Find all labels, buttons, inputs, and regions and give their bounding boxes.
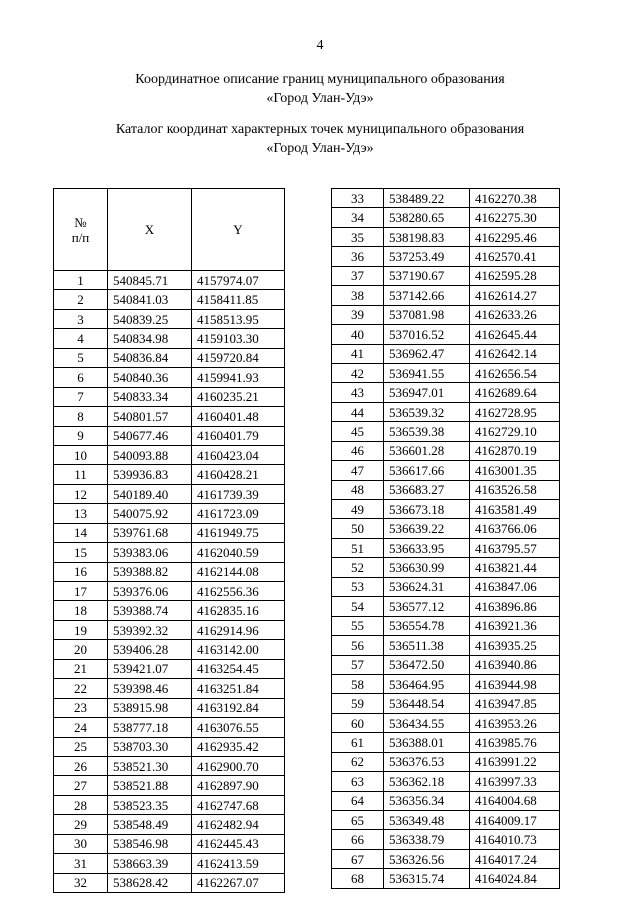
y-coordinate-cell: 4162642.14 <box>470 344 560 363</box>
table-row <box>332 519 560 538</box>
table-row <box>54 445 285 464</box>
table-row <box>54 737 285 756</box>
table-row <box>54 465 285 484</box>
table-row <box>332 227 560 246</box>
point-number-cell: 18 <box>54 601 108 620</box>
x-coordinate-cell: 536539.38 <box>384 422 470 441</box>
point-number-cell: 15 <box>54 543 108 562</box>
y-coordinate-cell: 4162835.16 <box>192 601 285 620</box>
y-coordinate-cell: 4163896.86 <box>470 597 560 616</box>
y-coordinate-cell: 4163821.44 <box>470 558 560 577</box>
table-row <box>332 344 560 363</box>
table-row <box>54 543 285 562</box>
table-row <box>54 815 285 834</box>
y-coordinate-cell: 4163254.45 <box>192 659 285 678</box>
x-coordinate-cell: 538548.49 <box>108 815 192 834</box>
y-coordinate-cell: 4159103.30 <box>192 329 285 348</box>
x-coordinate-cell: 536349.48 <box>384 811 470 830</box>
x-coordinate-cell: 540677.46 <box>108 426 192 445</box>
y-coordinate-cell: 4163076.55 <box>192 718 285 737</box>
table-row <box>54 659 285 678</box>
point-number-cell: 38 <box>332 286 384 305</box>
table-row <box>332 674 560 693</box>
table-row <box>54 620 285 639</box>
point-number-cell: 29 <box>54 815 108 834</box>
heading-line: «Город Улан-Удэ» <box>266 141 374 156</box>
point-number-cell: 12 <box>54 484 108 503</box>
y-coordinate-cell: 4162445.43 <box>192 834 285 853</box>
x-coordinate-cell: 537190.67 <box>384 266 470 285</box>
y-coordinate-cell: 4160423.04 <box>192 445 285 464</box>
x-coordinate-cell: 536315.74 <box>384 869 470 888</box>
x-coordinate-cell: 540801.57 <box>108 407 192 426</box>
y-coordinate-cell: 4161739.39 <box>192 484 285 503</box>
x-coordinate-cell: 536464.95 <box>384 674 470 693</box>
point-number-cell: 48 <box>332 480 384 499</box>
y-coordinate-cell: 4158513.95 <box>192 309 285 328</box>
x-coordinate-cell: 539936.83 <box>108 465 192 484</box>
x-coordinate-cell: 539376.06 <box>108 582 192 601</box>
y-coordinate-cell: 4163991.22 <box>470 752 560 771</box>
x-coordinate-cell: 539398.46 <box>108 679 192 698</box>
point-number-cell: 45 <box>332 422 384 441</box>
point-number-cell: 21 <box>54 659 108 678</box>
column-header-x: X <box>108 189 192 271</box>
y-coordinate-cell: 4163944.98 <box>470 674 560 693</box>
y-coordinate-cell: 4163142.00 <box>192 640 285 659</box>
table-row <box>54 698 285 717</box>
point-number-cell: 37 <box>332 266 384 285</box>
point-number-cell: 4 <box>54 329 108 348</box>
table-row <box>332 402 560 421</box>
point-number-cell: 42 <box>332 363 384 382</box>
table-row <box>332 597 560 616</box>
x-coordinate-cell: 540833.34 <box>108 387 192 406</box>
table-row <box>54 504 285 523</box>
table-row <box>54 718 285 737</box>
table-row <box>332 305 560 324</box>
y-coordinate-cell: 4157974.07 <box>192 271 285 290</box>
table-row <box>332 441 560 460</box>
y-coordinate-cell: 4162656.54 <box>470 363 560 382</box>
y-coordinate-cell: 4159941.93 <box>192 368 285 387</box>
point-number-cell: 14 <box>54 523 108 542</box>
y-coordinate-cell: 4162144.08 <box>192 562 285 581</box>
point-number-cell: 11 <box>54 465 108 484</box>
point-number-cell: 30 <box>54 834 108 853</box>
point-number-cell: 24 <box>54 718 108 737</box>
table-row <box>332 830 560 849</box>
x-coordinate-cell: 536624.31 <box>384 577 470 596</box>
table-row <box>332 500 560 519</box>
column-header-number-line: № <box>74 214 87 230</box>
point-number-cell: 35 <box>332 227 384 246</box>
column-header-number <box>54 189 108 271</box>
y-coordinate-cell: 4162295.46 <box>470 227 560 246</box>
table-row <box>54 426 285 445</box>
table-row <box>332 558 560 577</box>
point-number-cell: 55 <box>332 616 384 635</box>
y-coordinate-cell: 4162870.19 <box>470 441 560 460</box>
y-coordinate-cell: 4161949.75 <box>192 523 285 542</box>
y-coordinate-cell: 4163935.25 <box>470 636 560 655</box>
heading-line: «Город Улан-Удэ» <box>266 91 374 106</box>
table-row <box>54 756 285 775</box>
table-row <box>332 461 560 480</box>
point-number-cell: 40 <box>332 325 384 344</box>
point-number-cell: 46 <box>332 441 384 460</box>
page-number: 4 <box>316 38 324 53</box>
table-row <box>332 616 560 635</box>
table-row <box>54 582 285 601</box>
point-number-cell: 6 <box>54 368 108 387</box>
y-coordinate-cell: 4160401.48 <box>192 407 285 426</box>
y-coordinate-cell: 4162040.59 <box>192 543 285 562</box>
y-coordinate-cell: 4159720.84 <box>192 348 285 367</box>
table-row <box>54 601 285 620</box>
x-coordinate-cell: 536633.95 <box>384 538 470 557</box>
coordinates-table-left <box>53 188 285 893</box>
point-number-cell: 26 <box>54 756 108 775</box>
point-number-cell: 9 <box>54 426 108 445</box>
table-row <box>332 869 560 888</box>
x-coordinate-cell: 536376.53 <box>384 752 470 771</box>
y-coordinate-cell: 4162267.07 <box>192 873 285 892</box>
x-coordinate-cell: 539406.28 <box>108 640 192 659</box>
x-coordinate-cell: 538198.83 <box>384 227 470 246</box>
table-row <box>332 791 560 810</box>
heading-line: Координатное описание границ муниципального образования <box>135 72 505 87</box>
y-coordinate-cell: 4162729.10 <box>470 422 560 441</box>
y-coordinate-cell: 4162556.36 <box>192 582 285 601</box>
point-number-cell: 58 <box>332 674 384 693</box>
y-coordinate-cell: 4160235.21 <box>192 387 285 406</box>
table-row <box>54 873 285 892</box>
point-number-cell: 63 <box>332 772 384 791</box>
table-row <box>332 752 560 771</box>
point-number-cell: 56 <box>332 636 384 655</box>
x-coordinate-cell: 540093.88 <box>108 445 192 464</box>
table-row <box>332 189 560 208</box>
point-number-cell: 39 <box>332 305 384 324</box>
table-row <box>54 776 285 795</box>
table-row <box>54 834 285 853</box>
x-coordinate-cell: 536338.79 <box>384 830 470 849</box>
y-coordinate-cell: 4162645.44 <box>470 325 560 344</box>
x-coordinate-cell: 537253.49 <box>384 247 470 266</box>
table-row <box>54 679 285 698</box>
point-number-cell: 66 <box>332 830 384 849</box>
y-coordinate-cell: 4163526.58 <box>470 480 560 499</box>
point-number-cell: 23 <box>54 698 108 717</box>
point-number-cell: 47 <box>332 461 384 480</box>
point-number-cell: 49 <box>332 500 384 519</box>
table-row <box>332 849 560 868</box>
x-coordinate-cell: 536472.50 <box>384 655 470 674</box>
table-row <box>332 363 560 382</box>
y-coordinate-cell: 4160401.79 <box>192 426 285 445</box>
point-number-cell: 8 <box>54 407 108 426</box>
y-coordinate-cell: 4163953.26 <box>470 713 560 732</box>
table-row <box>332 694 560 713</box>
x-coordinate-cell: 539388.74 <box>108 601 192 620</box>
x-coordinate-cell: 536539.32 <box>384 402 470 421</box>
table-row <box>332 636 560 655</box>
x-coordinate-cell: 540189.40 <box>108 484 192 503</box>
x-coordinate-cell: 539421.07 <box>108 659 192 678</box>
x-coordinate-cell: 537081.98 <box>384 305 470 324</box>
point-number-cell: 33 <box>332 189 384 208</box>
point-number-cell: 65 <box>332 811 384 830</box>
y-coordinate-cell: 4162614.27 <box>470 286 560 305</box>
y-coordinate-cell: 4162747.68 <box>192 795 285 814</box>
x-coordinate-cell: 537016.52 <box>384 325 470 344</box>
y-coordinate-cell: 4162689.64 <box>470 383 560 402</box>
point-number-cell: 36 <box>332 247 384 266</box>
point-number-cell: 61 <box>332 733 384 752</box>
table-row <box>54 854 285 873</box>
point-number-cell: 31 <box>54 854 108 873</box>
x-coordinate-cell: 536511.38 <box>384 636 470 655</box>
y-coordinate-cell: 4163940.86 <box>470 655 560 674</box>
y-coordinate-cell: 4163947.85 <box>470 694 560 713</box>
y-coordinate-cell: 4162413.59 <box>192 854 285 873</box>
y-coordinate-cell: 4164009.17 <box>470 811 560 830</box>
point-number-cell: 32 <box>54 873 108 892</box>
x-coordinate-cell: 536962.47 <box>384 344 470 363</box>
y-coordinate-cell: 4164024.84 <box>470 869 560 888</box>
table-row <box>54 562 285 581</box>
x-coordinate-cell: 538280.65 <box>384 208 470 227</box>
y-coordinate-cell: 4163795.57 <box>470 538 560 557</box>
table-row <box>54 290 285 309</box>
point-number-cell: 53 <box>332 577 384 596</box>
y-coordinate-cell: 4162482.94 <box>192 815 285 834</box>
y-coordinate-cell: 4163997.33 <box>470 772 560 791</box>
point-number-cell: 5 <box>54 348 108 367</box>
point-number-cell: 51 <box>332 538 384 557</box>
y-coordinate-cell: 4163921.36 <box>470 616 560 635</box>
table-row <box>54 309 285 328</box>
point-number-cell: 19 <box>54 620 108 639</box>
x-coordinate-cell: 536388.01 <box>384 733 470 752</box>
x-coordinate-cell: 536356.34 <box>384 791 470 810</box>
coordinates-table-right-body <box>332 189 560 889</box>
point-number-cell: 1 <box>54 271 108 290</box>
x-coordinate-cell: 538628.42 <box>108 873 192 892</box>
point-number-cell: 22 <box>54 679 108 698</box>
point-number-cell: 13 <box>54 504 108 523</box>
boundary-description-heading <box>0 70 640 108</box>
x-coordinate-cell: 536577.12 <box>384 597 470 616</box>
x-coordinate-cell: 538489.22 <box>384 189 470 208</box>
table-row <box>332 733 560 752</box>
point-number-cell: 44 <box>332 402 384 421</box>
x-coordinate-cell: 540840.36 <box>108 368 192 387</box>
point-number-cell: 57 <box>332 655 384 674</box>
point-number-cell: 3 <box>54 309 108 328</box>
y-coordinate-cell: 4163847.06 <box>470 577 560 596</box>
table-row <box>332 286 560 305</box>
coordinates-table-left-body <box>54 271 285 893</box>
x-coordinate-cell: 538523.35 <box>108 795 192 814</box>
x-coordinate-cell: 536326.56 <box>384 849 470 868</box>
table-row <box>54 640 285 659</box>
x-coordinate-cell: 538663.39 <box>108 854 192 873</box>
x-coordinate-cell: 536554.78 <box>384 616 470 635</box>
x-coordinate-cell: 538915.98 <box>108 698 192 717</box>
x-coordinate-cell: 536673.18 <box>384 500 470 519</box>
x-coordinate-cell: 540839.25 <box>108 309 192 328</box>
x-coordinate-cell: 538546.98 <box>108 834 192 853</box>
x-coordinate-cell: 536448.54 <box>384 694 470 713</box>
table-row <box>332 772 560 791</box>
point-number-cell: 34 <box>332 208 384 227</box>
x-coordinate-cell: 536639.22 <box>384 519 470 538</box>
point-number-cell: 52 <box>332 558 384 577</box>
table-row <box>332 247 560 266</box>
point-number-cell: 20 <box>54 640 108 659</box>
x-coordinate-cell: 536434.55 <box>384 713 470 732</box>
table-row <box>54 407 285 426</box>
y-coordinate-cell: 4162275.30 <box>470 208 560 227</box>
point-number-cell: 43 <box>332 383 384 402</box>
y-coordinate-cell: 4162935.42 <box>192 737 285 756</box>
y-coordinate-cell: 4162897.90 <box>192 776 285 795</box>
x-coordinate-cell: 536941.55 <box>384 363 470 382</box>
column-header-y: Y <box>192 189 285 271</box>
y-coordinate-cell: 4163001.35 <box>470 461 560 480</box>
table-row <box>332 325 560 344</box>
point-number-cell: 25 <box>54 737 108 756</box>
y-coordinate-cell: 4163766.06 <box>470 519 560 538</box>
y-coordinate-cell: 4164017.24 <box>470 849 560 868</box>
point-number-cell: 59 <box>332 694 384 713</box>
y-coordinate-cell: 4162728.95 <box>470 402 560 421</box>
y-coordinate-cell: 4162595.28 <box>470 266 560 285</box>
table-row <box>54 368 285 387</box>
x-coordinate-cell: 540834.98 <box>108 329 192 348</box>
x-coordinate-cell: 538521.88 <box>108 776 192 795</box>
y-coordinate-cell: 4162270.38 <box>470 189 560 208</box>
x-coordinate-cell: 540845.71 <box>108 271 192 290</box>
y-coordinate-cell: 4162633.26 <box>470 305 560 324</box>
point-number-cell: 64 <box>332 791 384 810</box>
y-coordinate-cell: 4158411.85 <box>192 290 285 309</box>
table-row <box>54 271 285 290</box>
table-row <box>332 266 560 285</box>
point-number-cell: 68 <box>332 869 384 888</box>
x-coordinate-cell: 538703.30 <box>108 737 192 756</box>
y-coordinate-cell: 4163251.84 <box>192 679 285 698</box>
table-row <box>332 655 560 674</box>
table-row <box>332 480 560 499</box>
x-coordinate-cell: 536601.28 <box>384 441 470 460</box>
x-coordinate-cell: 539761.68 <box>108 523 192 542</box>
point-number-cell: 10 <box>54 445 108 464</box>
table-row <box>54 484 285 503</box>
point-number-cell: 41 <box>332 344 384 363</box>
x-coordinate-cell: 536947.01 <box>384 383 470 402</box>
y-coordinate-cell: 4163985.76 <box>470 733 560 752</box>
x-coordinate-cell: 537142.66 <box>384 286 470 305</box>
table-row <box>54 329 285 348</box>
point-number-cell: 16 <box>54 562 108 581</box>
x-coordinate-cell: 539392.32 <box>108 620 192 639</box>
table-row <box>332 538 560 557</box>
table-row <box>54 523 285 542</box>
y-coordinate-cell: 4162900.70 <box>192 756 285 775</box>
x-coordinate-cell: 536362.18 <box>384 772 470 791</box>
y-coordinate-cell: 4162570.41 <box>470 247 560 266</box>
y-coordinate-cell: 4164004.68 <box>470 791 560 810</box>
table-row <box>332 208 560 227</box>
table-row <box>54 387 285 406</box>
table-row <box>332 713 560 732</box>
x-coordinate-cell: 540075.92 <box>108 504 192 523</box>
table-row <box>332 811 560 830</box>
table-row <box>54 795 285 814</box>
x-coordinate-cell: 540841.03 <box>108 290 192 309</box>
table-row <box>332 422 560 441</box>
point-number-cell: 7 <box>54 387 108 406</box>
point-number-cell: 54 <box>332 597 384 616</box>
heading-line: Каталог координат характерных точек муниципального образования <box>115 122 525 137</box>
x-coordinate-cell: 536630.99 <box>384 558 470 577</box>
point-number-cell: 17 <box>54 582 108 601</box>
x-coordinate-cell: 536617.66 <box>384 461 470 480</box>
point-number-cell: 62 <box>332 752 384 771</box>
point-number-cell: 60 <box>332 713 384 732</box>
y-coordinate-cell: 4161723.09 <box>192 504 285 523</box>
coordinates-table-right <box>331 188 560 889</box>
x-coordinate-cell: 538777.18 <box>108 718 192 737</box>
x-coordinate-cell: 540836.84 <box>108 348 192 367</box>
point-number-cell: 2 <box>54 290 108 309</box>
y-coordinate-cell: 4160428.21 <box>192 465 285 484</box>
point-number-cell: 67 <box>332 849 384 868</box>
table-row <box>332 577 560 596</box>
y-coordinate-cell: 4163192.84 <box>192 698 285 717</box>
x-coordinate-cell: 536683.27 <box>384 480 470 499</box>
table-row <box>332 383 560 402</box>
coordinate-catalog-heading <box>0 120 640 158</box>
y-coordinate-cell: 4164010.73 <box>470 830 560 849</box>
x-coordinate-cell: 539388.82 <box>108 562 192 581</box>
table-header-row <box>54 189 285 271</box>
column-header-number-line: п/п <box>71 229 90 245</box>
point-number-cell: 27 <box>54 776 108 795</box>
y-coordinate-cell: 4162914.96 <box>192 620 285 639</box>
y-coordinate-cell: 4163581.49 <box>470 500 560 519</box>
x-coordinate-cell: 538521.30 <box>108 756 192 775</box>
point-number-cell: 28 <box>54 795 108 814</box>
table-row <box>54 348 285 367</box>
x-coordinate-cell: 539383.06 <box>108 543 192 562</box>
point-number-cell: 50 <box>332 519 384 538</box>
